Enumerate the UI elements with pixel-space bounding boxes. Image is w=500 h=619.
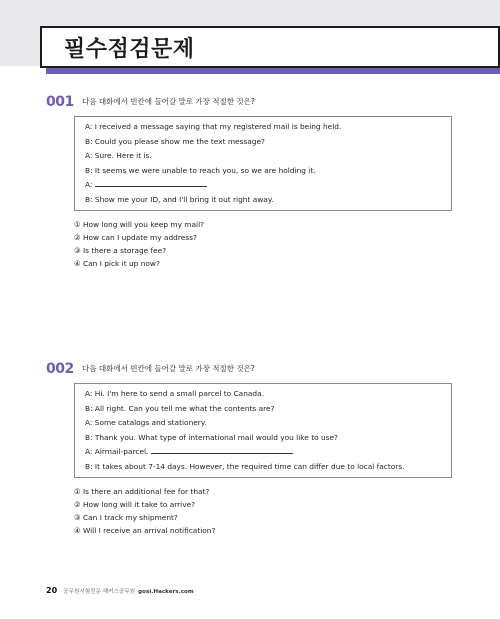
dialog-speaker: A:: [85, 180, 93, 190]
question-001: [46, 94, 466, 271]
dialog-box: [74, 116, 452, 211]
question-header: [46, 94, 466, 112]
dialog-line: A: Sure. Here it is.: [85, 151, 152, 161]
option-2: ② How long will it take to arrive?: [74, 499, 196, 509]
footer-site: gosi.Hackers.com: [138, 589, 194, 595]
footer-text: 공무원시험전문 해커스공무원: [63, 589, 136, 595]
question-number: 001: [46, 94, 74, 110]
option-1: ① Is there an additional fee for that?: [74, 486, 210, 496]
option-list: [74, 218, 466, 271]
option-3: ③ Is there a storage fee?: [74, 246, 167, 256]
answer-blank: [95, 180, 207, 187]
option-2: ② How can I update my address?: [74, 232, 197, 242]
title-box: [40, 26, 500, 68]
option-4: ④ Can I pick it up now?: [74, 259, 160, 269]
dialog-line: B: All right. Can you tell me what the contents are?: [85, 403, 275, 413]
page-title: 필수점검문제: [64, 36, 195, 62]
question-002: [46, 361, 466, 538]
option-3: ③ Can I track my shipment?: [74, 513, 178, 523]
dialog-box: [74, 383, 452, 478]
question-prompt: 다음 대화에서 빈칸에 들어갈 말로 가장 적절한 것은?: [82, 364, 255, 373]
dialog-line: B: Thank you. What type of international mail would you like to use?: [85, 432, 338, 442]
question-header: [46, 361, 466, 379]
dialog-line: B: It seems we were unable to reach you, so we are holding it.: [85, 165, 316, 175]
option-list: [74, 485, 466, 538]
page-footer: [46, 586, 194, 595]
dialog-line-blank: [85, 178, 441, 193]
dialog-line: A: Some catalogs and stationery.: [85, 418, 207, 428]
answer-blank: [151, 447, 293, 454]
question-number: 002: [46, 361, 74, 377]
dialog-line: B: Show me your ID, and I'll bring it out right away.: [85, 194, 274, 204]
dialog-line-blank: [85, 445, 441, 460]
option-4: ④ Will I receive an arrival notification?: [74, 526, 216, 536]
dialog-line-text: A: Airmail-parcel.: [85, 447, 149, 457]
dialog-line: A: I received a message saying that my registered mail is being held.: [85, 122, 342, 131]
page-number: 20: [46, 586, 58, 595]
dialog-line: B: Could you please show me the text message?: [85, 136, 265, 146]
dialog-line: B: It takes about 7-14 days. However, the required time can differ due to local factors.: [85, 461, 405, 471]
dialog-line: A: Hi. I'm here to send a small parcel to Canada.: [85, 389, 264, 398]
option-1: ① How long will you keep my mail?: [74, 219, 205, 229]
question-prompt: 다음 대화에서 빈칸에 들어갈 말로 가장 적절한 것은?: [82, 97, 255, 106]
